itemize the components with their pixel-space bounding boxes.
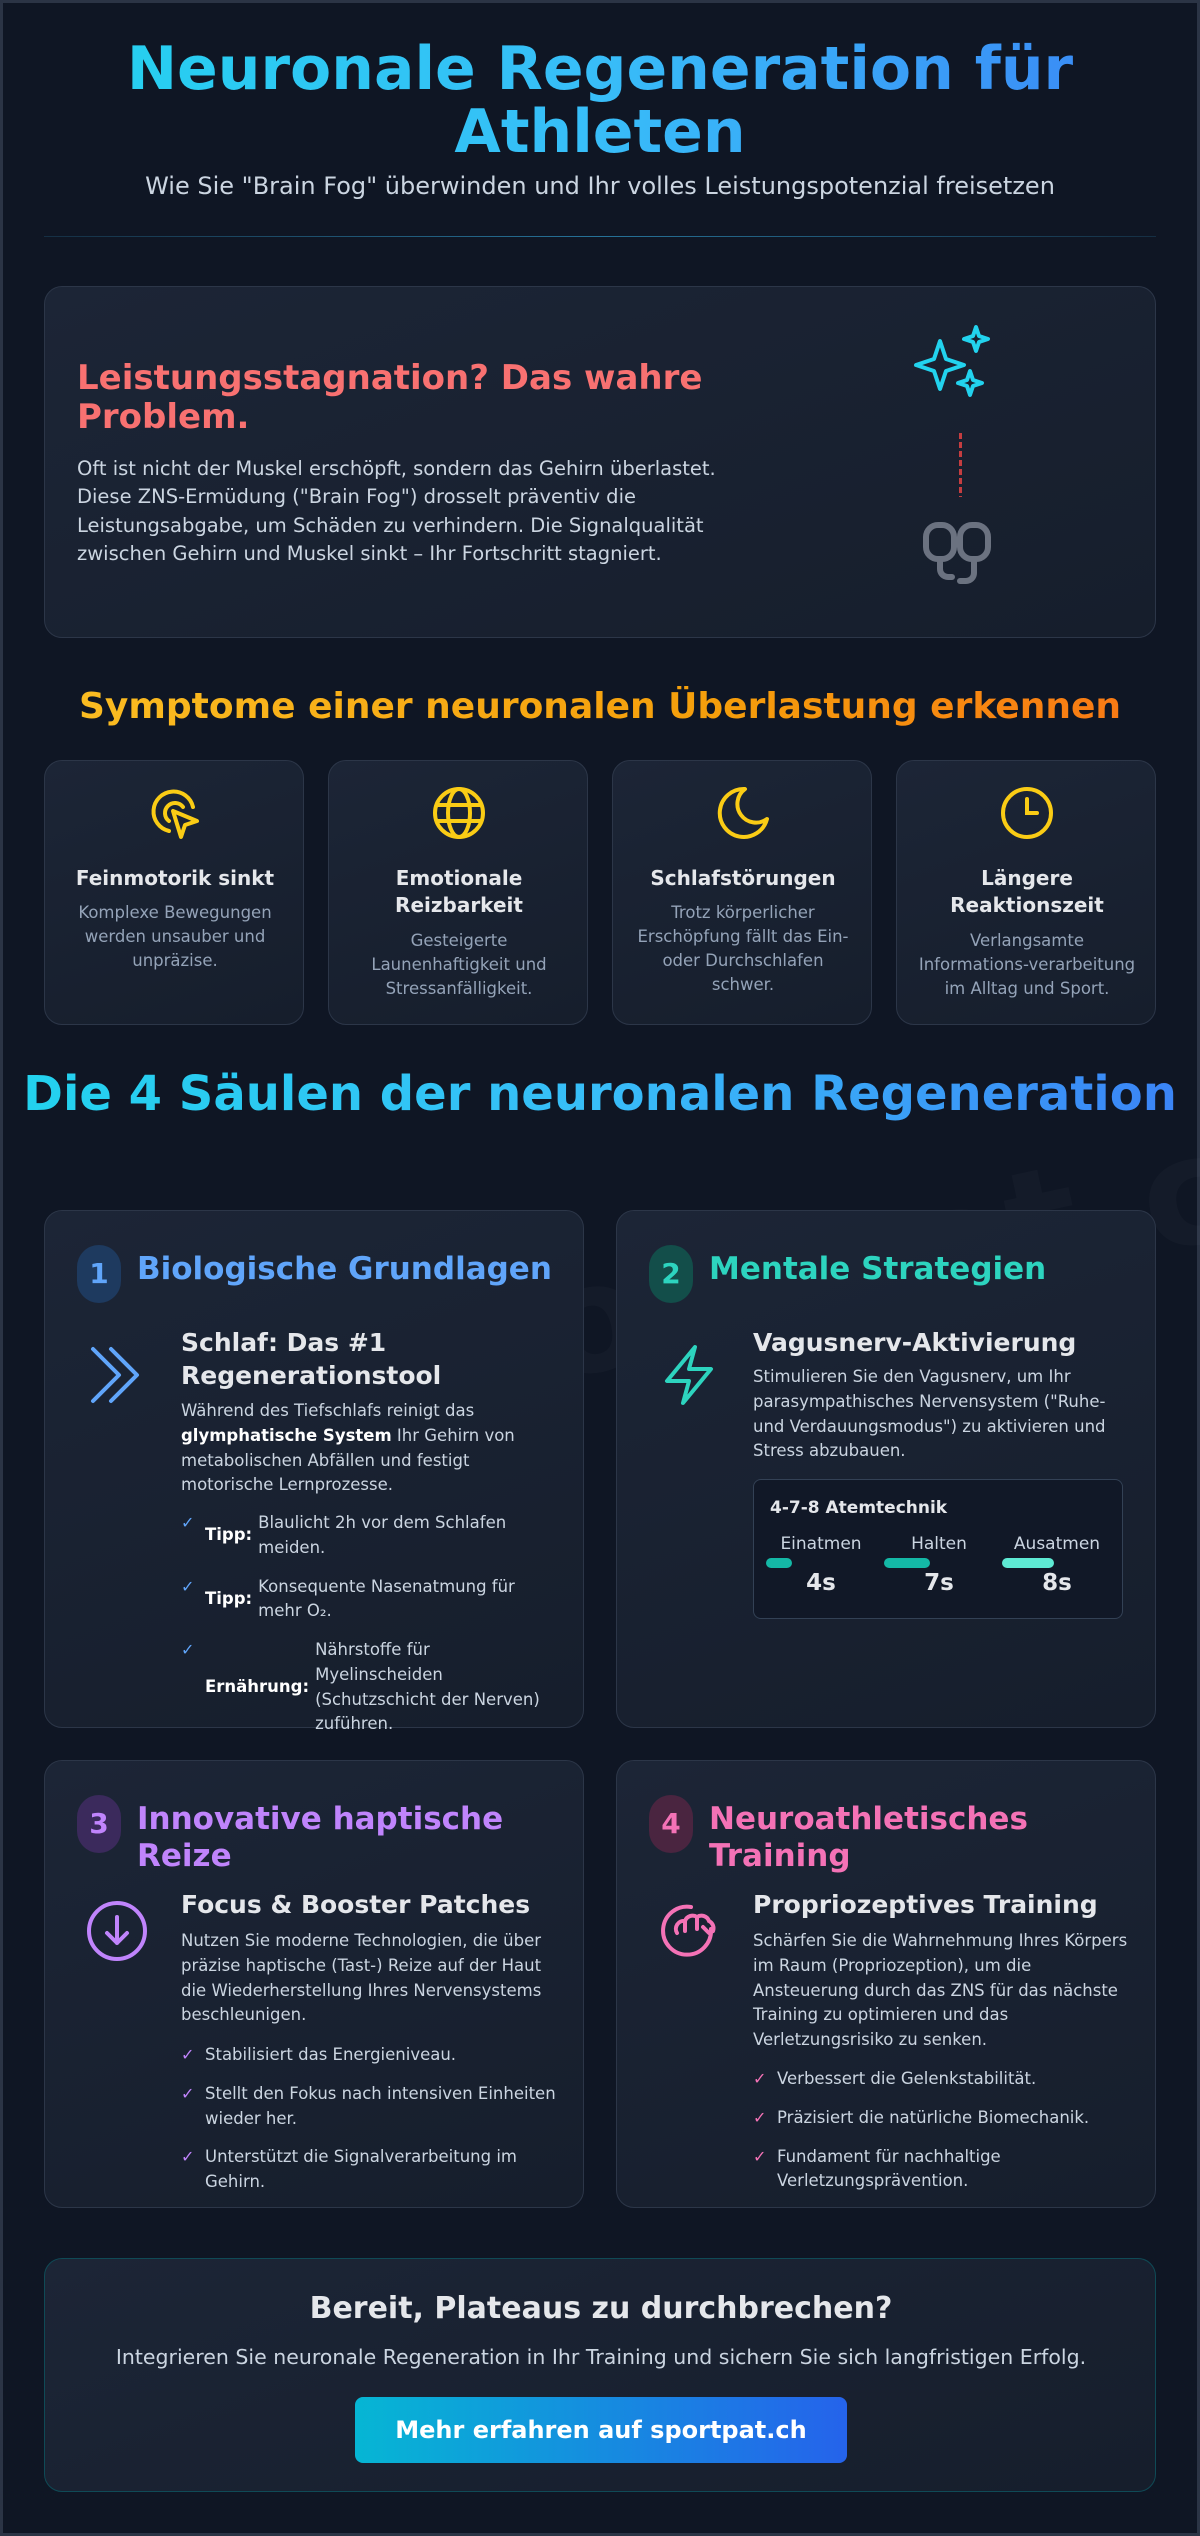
clock-icon [999, 785, 1055, 841]
benefits-list [181, 2043, 561, 2209]
pillar-number: 4 [649, 1795, 693, 1853]
pillar-card-mental [616, 1210, 1156, 1728]
pillar-text: Während des Tiefschlafs reinigt das glymphatische System Ihr Gehirn von metabolischen Abfällen und festigt motorische Lernprozesse. [181, 1401, 515, 1495]
tips-list [181, 1511, 561, 1751]
pillar-title: Innovative haptische Reize [137, 1801, 504, 1874]
broken-signal-line [959, 433, 962, 497]
list-item: ✓ Fundament für nachhaltige Verletzungsprävention. [753, 2146, 1001, 2191]
list-item: ✓ Stabilisiert das Energieniveau. [181, 2045, 457, 2064]
breath-bar [884, 1558, 930, 1568]
moon-icon [715, 785, 771, 841]
header-divider [44, 236, 1156, 237]
pillar-number: 2 [649, 1245, 693, 1303]
cursor-click-icon [147, 785, 203, 841]
page-subtitle: Wie Sie "Brain Fog" überwinden und Ihr volles Leistungspotenzial freisetzen [145, 172, 1055, 200]
list-item: ✓ Unterstützt die Signalverarbeitung im Gehirn. [181, 2147, 518, 2191]
breath-step-inhale: Einatmen 4s [766, 1534, 876, 1596]
target-brain-icon [657, 1899, 721, 1963]
symptom-card-fine-motor [44, 760, 304, 1025]
list-item: ✓ Tipp: Konsequente Nasenatmung für mehr O₂. [181, 1576, 515, 1621]
list-item: ✓ Tipp: Blaulicht 2h vor dem Schlafen meiden. [181, 1513, 507, 1557]
problem-text: Oft ist nicht der Muskel erschöpft, sondern das Gehirn überlastet. Diese ZNS-Ermüdung ("Brain Fog") drosselt präventiv die Leistungsabgabe, um Schäden zu verhindern. Die Signalqualität zwischen Gehirn und Muskel sinkt – Ihr Fortschritt stagniert. [77, 457, 716, 565]
pillar-card-biology [44, 1210, 584, 1734]
breath-step-exhale: Ausatmen 8s [1002, 1534, 1112, 1596]
cta-text: Integrieren Sie neuronale Regeneration in Ihr Training und sichern Sie sich langfristigen Erfolg. [115, 2345, 1087, 2369]
symptom-card-reaction [896, 760, 1156, 1025]
pillar-title: Mentale Strategien [709, 1251, 1047, 1287]
pillar-subtitle: Propriozeptives Training [753, 1890, 1098, 1919]
breathing-title: 4-7-8 Atemtechnik [770, 1498, 948, 1518]
pillars-heading: Die 4 Säulen der neuronalen Regeneration [0, 1068, 1200, 1121]
symptom-title: Längere Reaktionszeit [950, 866, 1104, 917]
cta-card [44, 2258, 1156, 2492]
learn-more-button[interactable]: Mehr erfahren auf sportpat.ch [355, 2397, 847, 2463]
symptom-title: Feinmotorik sinkt [75, 866, 275, 890]
pillar-text: Stimulieren Sie den Vagusnerv, um Ihr parasympathisches Nervensystem ("Ruhe- und Verdauungsmodus") zu aktivieren und Stress abzubauen. [753, 1367, 1106, 1461]
globe-icon [431, 785, 487, 841]
breath-bar [1002, 1558, 1054, 1568]
pillar-text: Nutzen Sie moderne Technologien, die über präzise haptische (Tast-) Reize auf der Haut die Wiederherstellung Ihres Nervensystems beschleunigen. [181, 1931, 542, 2025]
pillar-subtitle: Focus & Booster Patches [181, 1890, 531, 1919]
broken-chain-icon [920, 515, 1000, 595]
symptom-text: Verlangsamte Informations-verarbeitung im Alltag und Sport. [918, 931, 1136, 998]
list-item: ✓ Ernährung: Nährstoffe für Myelinscheiden (Schutzschicht der Nerven) zuführen. [181, 1640, 540, 1734]
benefits-list [753, 2067, 1133, 2208]
breath-step-hold: Halten 7s [884, 1534, 994, 1596]
pillar-title: Biologische Grundlagen [137, 1251, 552, 1287]
pillar-subtitle: Vagusnerv-Aktivierung [753, 1328, 1077, 1357]
symptoms-heading: Symptome einer neuronalen Überlastung erkennen [0, 686, 1200, 727]
problem-title: Leistungsstagnation? Das wahre Problem. [77, 358, 703, 438]
pillar-card-haptic [44, 1760, 584, 2208]
lightning-bolt-icon [657, 1343, 721, 1407]
highlight-term: glymphatische System [181, 1425, 392, 1445]
pillar-title: Neuroathletisches Training [709, 1801, 1028, 1874]
symptom-text: Trotz körperlicher Erschöpfung fällt das Ein- oder Durchschlafen schwer. [637, 903, 849, 994]
symptom-text: Komplexe Bewegungen werden unsauber und unpräzise. [78, 903, 272, 970]
cta-title: Bereit, Plateaus zu durchbrechen? [309, 2291, 893, 2326]
symptom-card-sleep [612, 760, 872, 1025]
arrow-down-circle-icon [85, 1899, 149, 1963]
double-chevron-right-icon [85, 1343, 149, 1407]
page-title: Neuronale Regeneration für Athleten [0, 38, 1200, 164]
pillar-number: 1 [77, 1245, 121, 1303]
pillar-number: 3 [77, 1795, 121, 1853]
symptom-title: Emotionale Reizbarkeit [395, 866, 523, 917]
breath-bar [766, 1558, 792, 1568]
list-item: ✓ Präzisiert die natürliche Biomechanik. [753, 2107, 1090, 2127]
symptom-card-irritability [328, 760, 588, 1025]
list-item: ✓ Stellt den Fokus nach intensiven Einheiten wieder her. [181, 2083, 556, 2128]
pillar-text: Schärfen Sie die Wahrnehmung Ihres Körpers im Raum (Propriozeption), um die Ansteuerung durch das ZNS für das nächste Training zu optimieren und das Verletzungsrisiko zu senken. [753, 1931, 1128, 2049]
pillar-subtitle: Schlaf: Das #1 Regenerationstool [181, 1328, 442, 1390]
pillar-card-neuroathletic [616, 1760, 1156, 2208]
list-item: ✓ Verbessert die Gelenkstabilität. [753, 2069, 1037, 2088]
problem-card [44, 286, 1156, 638]
sparkles-icon [910, 321, 1000, 411]
symptom-title: Schlafstörungen [650, 866, 836, 890]
symptom-text: Gesteigerte Launenhaftigkeit und Stressanfälligkeit. [371, 931, 547, 998]
breathing-technique-box [753, 1479, 1123, 1619]
